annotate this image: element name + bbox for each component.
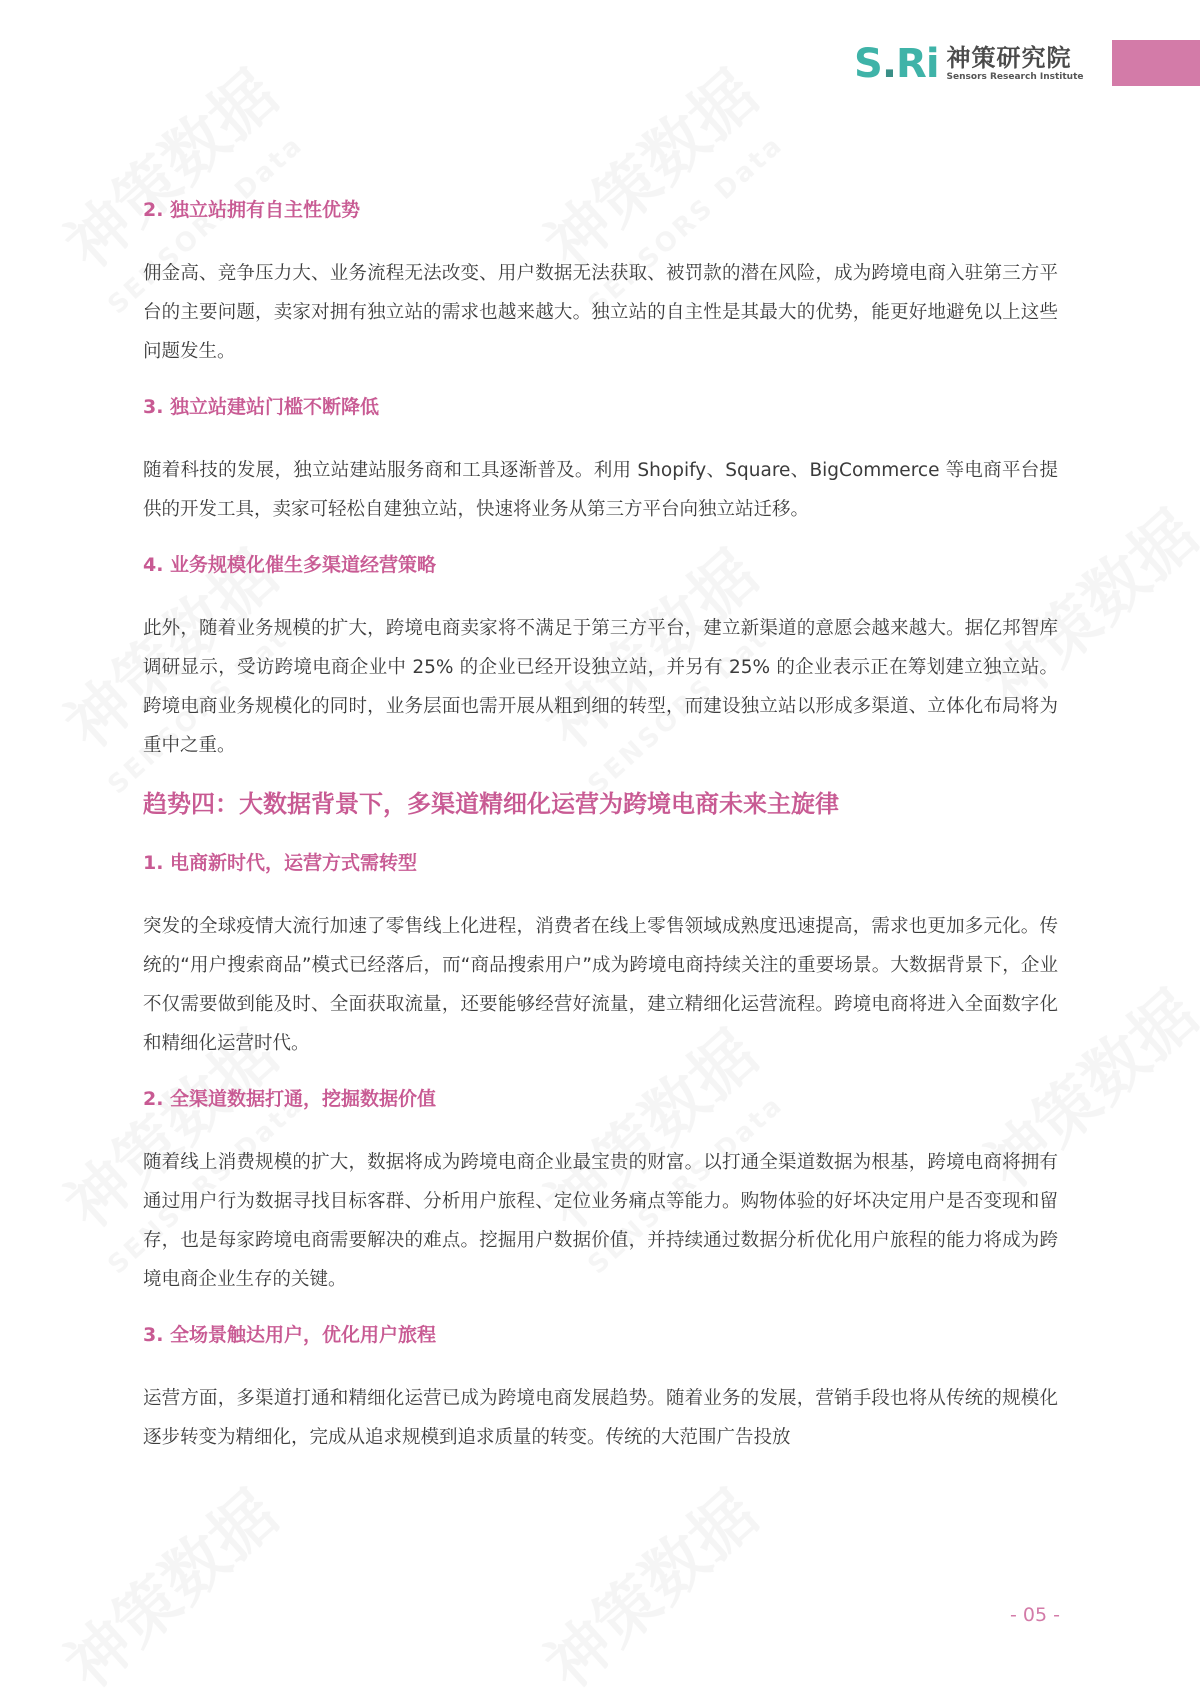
subheading: 1. 电商新时代，运营方式需转型 [143, 852, 418, 874]
subheading: 2. 独立站拥有自主性优势 [143, 199, 361, 221]
paragraph: 运营方面，多渠道打通和精细化运营已成为跨境电商发展趋势。随着业务的发展，营销手段也将从传统的规模化逐步转变为精细化，完成从追求规模到追求质量的转变。传统的大范围广告投放 [143, 1388, 1058, 1448]
watermark [42, 1466, 294, 1706]
watermark [522, 1466, 774, 1706]
paragraph: 此外，随着业务规模的扩大，跨境电商卖家将不满足于第三方平台，建立新渠道的意愿会越来越大。据亿邦智库调研显示，受访跨境电商企业中 25% 的企业已经开设独立站，并另有 25% 的企业表示正在筹划建立独立站。跨境电商业务规模化的同时，业务层面也需开展从粗到细的转型，而建设独立站以形成多渠道、立体化布局将为重中之重。 [143, 618, 1058, 756]
paragraph: 随着线上消费规模的扩大，数据将成为跨境电商企业最宝贵的财富。以打通全渠道数据为根基，跨境电商将拥有通过用户行为数据寻找目标客群、分析用户旅程、定位业务痛点等能力。购物体验的好坏决定用户是否变现和留存，也是每家跨境电商需要解决的难点。挖掘用户数据价值，并持续通过数据分析优化用户旅程的能力将成为跨境电商企业生存的关键。 [143, 1152, 1058, 1290]
subheading: 2. 全渠道数据打通，挖掘数据价值 [143, 1088, 437, 1110]
corner-tab [1112, 40, 1200, 86]
document-body [143, 196, 1058, 1479]
section-heading: 趋势四：大数据背景下，多渠道精细化运营为跨境电商未来主旋律 [143, 790, 839, 818]
paragraph: 突发的全球疫情大流行加速了零售线上化进程，消费者在线上零售领域成熟度迅速提高，需求也更加多元化。传统的“用户搜索商品”模式已经落后，而“商品搜索用户”成为跨境电商持续关注的重要场景。大数据背景下，企业不仅需要做到能及时、全面获取流量，还要能够经营好流量，建立精细化运营流程。跨境电商将进入全面数字化和精细化运营时代。 [143, 916, 1058, 1054]
subheading: 3. 全场景触达用户，优化用户旅程 [143, 1324, 437, 1346]
logo [854, 41, 1084, 87]
sri-logo-mark: S.Ri [854, 41, 939, 87]
page-number: - 05 - [1010, 1604, 1060, 1626]
subheading: 3. 独立站建站门槛不断降低 [143, 396, 380, 418]
org-name-cn: 神策研究院 [946, 44, 1072, 73]
paragraph: 随着科技的发展，独立站建站服务商和工具逐渐普及。利用 Shopify、Square、BigCommerce 等电商平台提供的开发工具，卖家可轻松自建独立站，快速将业务从第三方平台向独立站迁移。 [143, 460, 1058, 520]
paragraph: 佣金高、竞争压力大、业务流程无法改变、用户数据无法获取、被罚款的潜在风险，成为跨境电商入驻第三方平台的主要问题，卖家对拥有独立站的需求也越来越大。独立站的自主性是其最大的优势，能更好地避免以上这些问题发生。 [143, 263, 1058, 362]
subheading: 4. 业务规模化催生多渠道经营策略 [143, 554, 437, 576]
org-name-en: Sensors Research Institute [946, 71, 1084, 82]
